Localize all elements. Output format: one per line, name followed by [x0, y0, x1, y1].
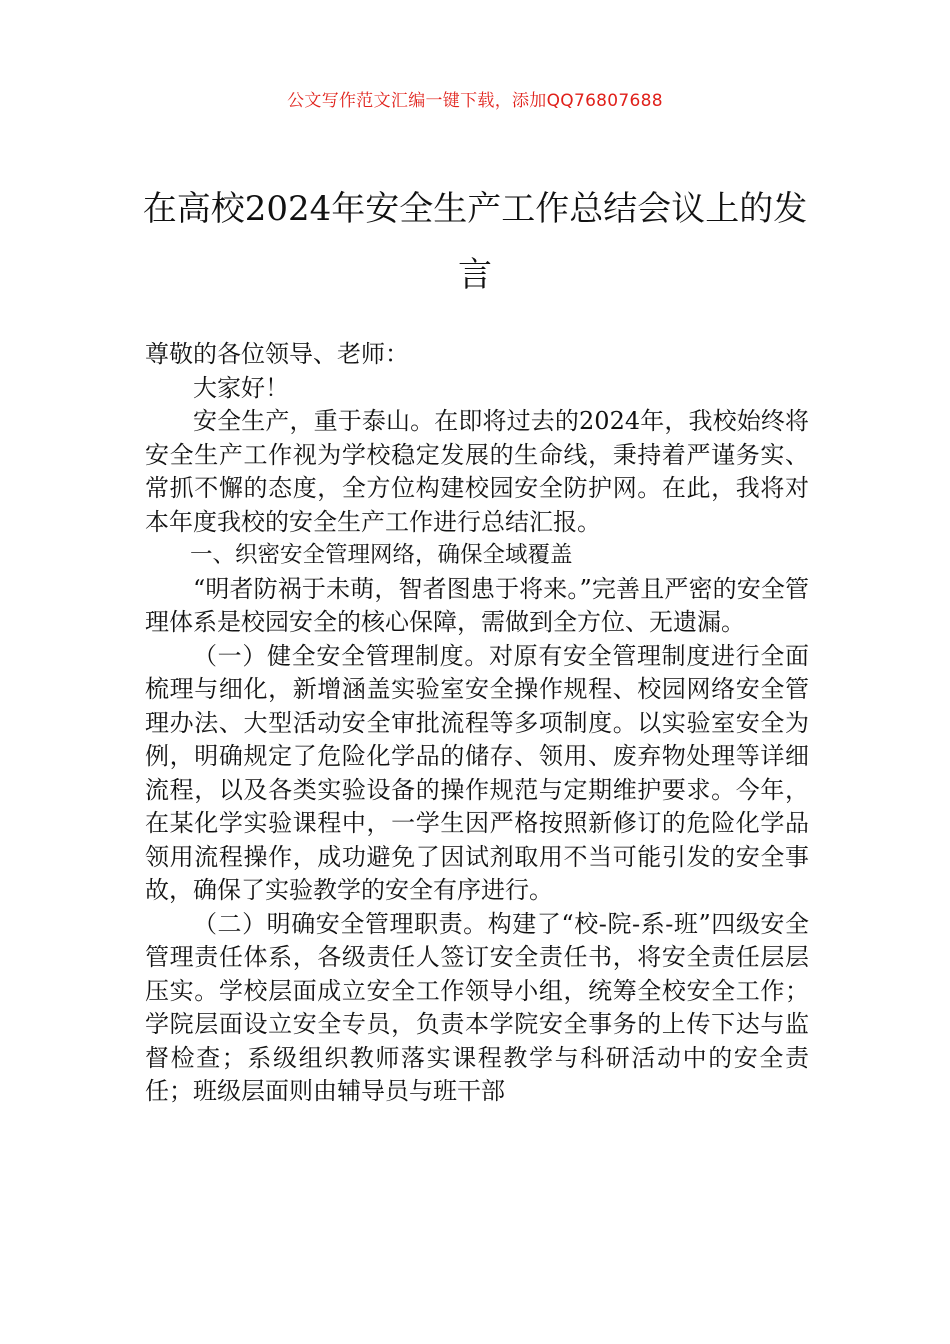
promo-banner[interactable]: 公文写作范文汇编一键下载，添加QQ76807688 — [287, 91, 663, 111]
intro-paragraph: 安全生产，重于泰山。在即将过去的2024年，我校始终将安全生产工作视为学校稳定发展的生命线，秉持着严谨务实、常抓不懈的态度，全方位构建校园安全防护网。在此，我将对本年度我校的安全生产工作进行总结汇报。 — [145, 407, 809, 536]
salutation: 尊敬的各位领导、老师： — [145, 340, 409, 368]
quote-paragraph: “明者防祸于未萌，智者图患于将来。”完善且严密的安全管理体系是校园安全的核心保障，需做到全方位、无遗漏。 — [145, 574, 809, 636]
item-paragraph-2: （二）明确安全管理职责。构建了“校-院-系-班”四级安全管理责任体系，各级责任人签订安全责任书，将安全责任层层压实。学校层面成立安全工作领导小组，统筹全校安全工作；学院层面设立安全专员，负责本学院安全事务的上传下达与监督检查；系级组织教师落实课程教学与科研活动中的安全责任；班级层面则由辅导员与班干部 — [145, 909, 809, 1105]
greeting: 大家好！ — [193, 373, 289, 402]
document-title: 在高校2024年安全生产工作总结会议上的发言 — [142, 189, 808, 295]
item-paragraph-1: （一）健全安全管理制度。对原有安全管理制度进行全面梳理与细化，新增涵盖实验室安全操作规程、校园网络安全管理办法、大型活动安全审批流程等多项制度。以实验室安全为例，明确规定了危险化学品的储存、领用、废弃物处理等详细流程，以及各类实验设备的操作规范与定期维护要求。今年，在某化学实验课程中，一学生因严格按照新修订的危险化学品领用流程操作，成功避免了因试剂取用不当可能引发的安全事故，确保了实验教学的安全有序进行。 — [145, 641, 809, 904]
document-body — [145, 338, 809, 1109]
section-heading: 一、织密安全管理网络，确保全域覆盖 — [190, 542, 573, 568]
